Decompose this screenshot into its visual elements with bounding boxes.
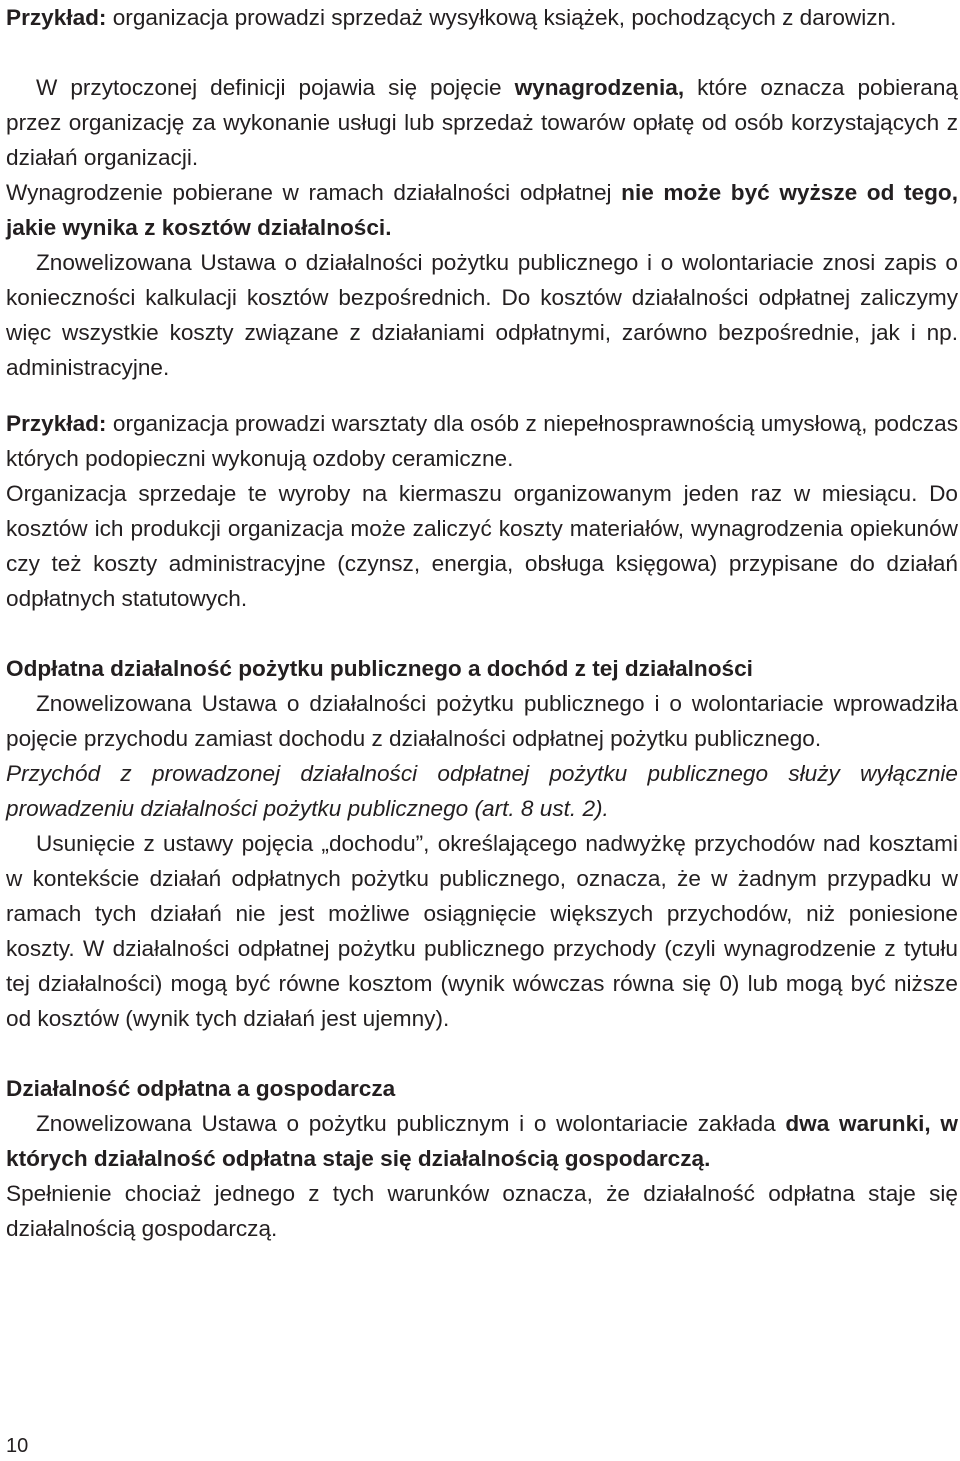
example-text: organizacja prowadzi sprzedaż wysyłkową książek, pochodzących z darowizn. <box>106 5 897 30</box>
example-label: Przykład: <box>6 5 107 30</box>
income-paragraph-2: Usunięcie z ustawy pojęcia „dochodu”, określającego nadwyżkę przychodów nad kosztami w kontekście działań odpłatnych pożytku publicznego, oznacza, że w żadnym przypadku w ramach tych działań nie jest możliwe osiągnięcie większych przychodów, niż poniesione koszty. W działalności odpłatnej pożytku publicznego przychody (czyli wynagrodzenie z tytułu tej działalności) mogą być równe kosztom (wynik wówczas równa się 0) lub mogą być niższe od kosztów (wynik tych działań jest ujemny). <box>6 831 958 1031</box>
wage-paragraph <box>6 175 958 245</box>
amendment-paragraph: Znowelizowana Ustawa o działalności pożytku publicznego i o wolontariacie znosi zapis o konieczności kalkulacji kosztów bezpośrednich. Do kosztów działalności odpłatnej zaliczymy więc wszystkie koszty związane z działaniami odpłatnymi, zarówno bezpośrednie, jak i np. administracyjne. <box>6 250 958 380</box>
bold-term: wynagrodzenia, <box>514 75 685 100</box>
definition-paragraph <box>6 70 958 175</box>
text-run: Znowelizowana Ustawa o pożytku publicznym i o wolontariacie zakłada <box>36 1111 786 1136</box>
spacer <box>6 385 958 406</box>
text-run: Wynagrodzenie pobierane w ramach działalności odpłatnej <box>6 180 622 205</box>
text-run: które oznacza pobieraną przez organizację za wykonanie usługi lub sprzedaż towarów opłatę od osób korzystających z działań organizacji. <box>6 75 958 170</box>
spacer <box>6 35 958 70</box>
bold-statement: nie może być wyższe od tego, jakie wynika z kosztów działalności. <box>6 180 958 240</box>
example-paragraph-1 <box>6 0 958 35</box>
sale-paragraph: Organizacja sprzedaje te wyroby na kiermaszu organizowanym jeden raz w miesiącu. Do kosztów ich produkcji organizacja może zaliczyć koszty materiałów, wynagrodzenia opiekunów czy też koszty administracyjne (czynsz, energia, obsługa księgowa) przypisane do działań odpłatnych statutowych. <box>6 481 958 611</box>
section-heading-business: Działalność odpłatna a gospodarcza <box>6 1076 396 1101</box>
spacer <box>6 616 958 651</box>
income-quote-paragraph: Przychód z prowadzonej działalności odpłatnej pożytku publicznego służy wyłącznie prowadzeniu działalności pożytku publicznego (art. 8 ust. 2). <box>6 761 958 821</box>
business-paragraph-1 <box>6 1106 958 1176</box>
page-number: 10 <box>6 1435 29 1457</box>
section-heading-income: Odpłatna działalność pożytku publicznego a dochód z tej działalności <box>6 656 753 681</box>
bold-statement: dwa warunki, w których działalność odpłatna staje się działalnością gospodarczą. <box>6 1111 958 1171</box>
spacer <box>6 1036 958 1071</box>
document-page <box>6 0 958 1246</box>
example-label: Przykład: <box>6 411 107 436</box>
example-paragraph-2 <box>6 406 958 476</box>
income-paragraph-1: Znowelizowana Ustawa o działalności pożytku publicznego i o wolontariacie wprowadziła pojęcie przychodu zamiast dochodu z działalności odpłatnej pożytku publicznego. <box>6 691 958 751</box>
business-paragraph-2: Spełnienie chociaż jednego z tych warunków oznacza, że działalność odpłatna staje się działalnością gospodarczą. <box>6 1181 958 1241</box>
text-run: W przytoczonej definicji pojawia się pojęcie <box>36 75 515 100</box>
example-text: organizacja prowadzi warsztaty dla osób z niepełnosprawnością umysłową, podczas których podopieczni wykonują ozdoby ceramiczne. <box>6 411 958 471</box>
